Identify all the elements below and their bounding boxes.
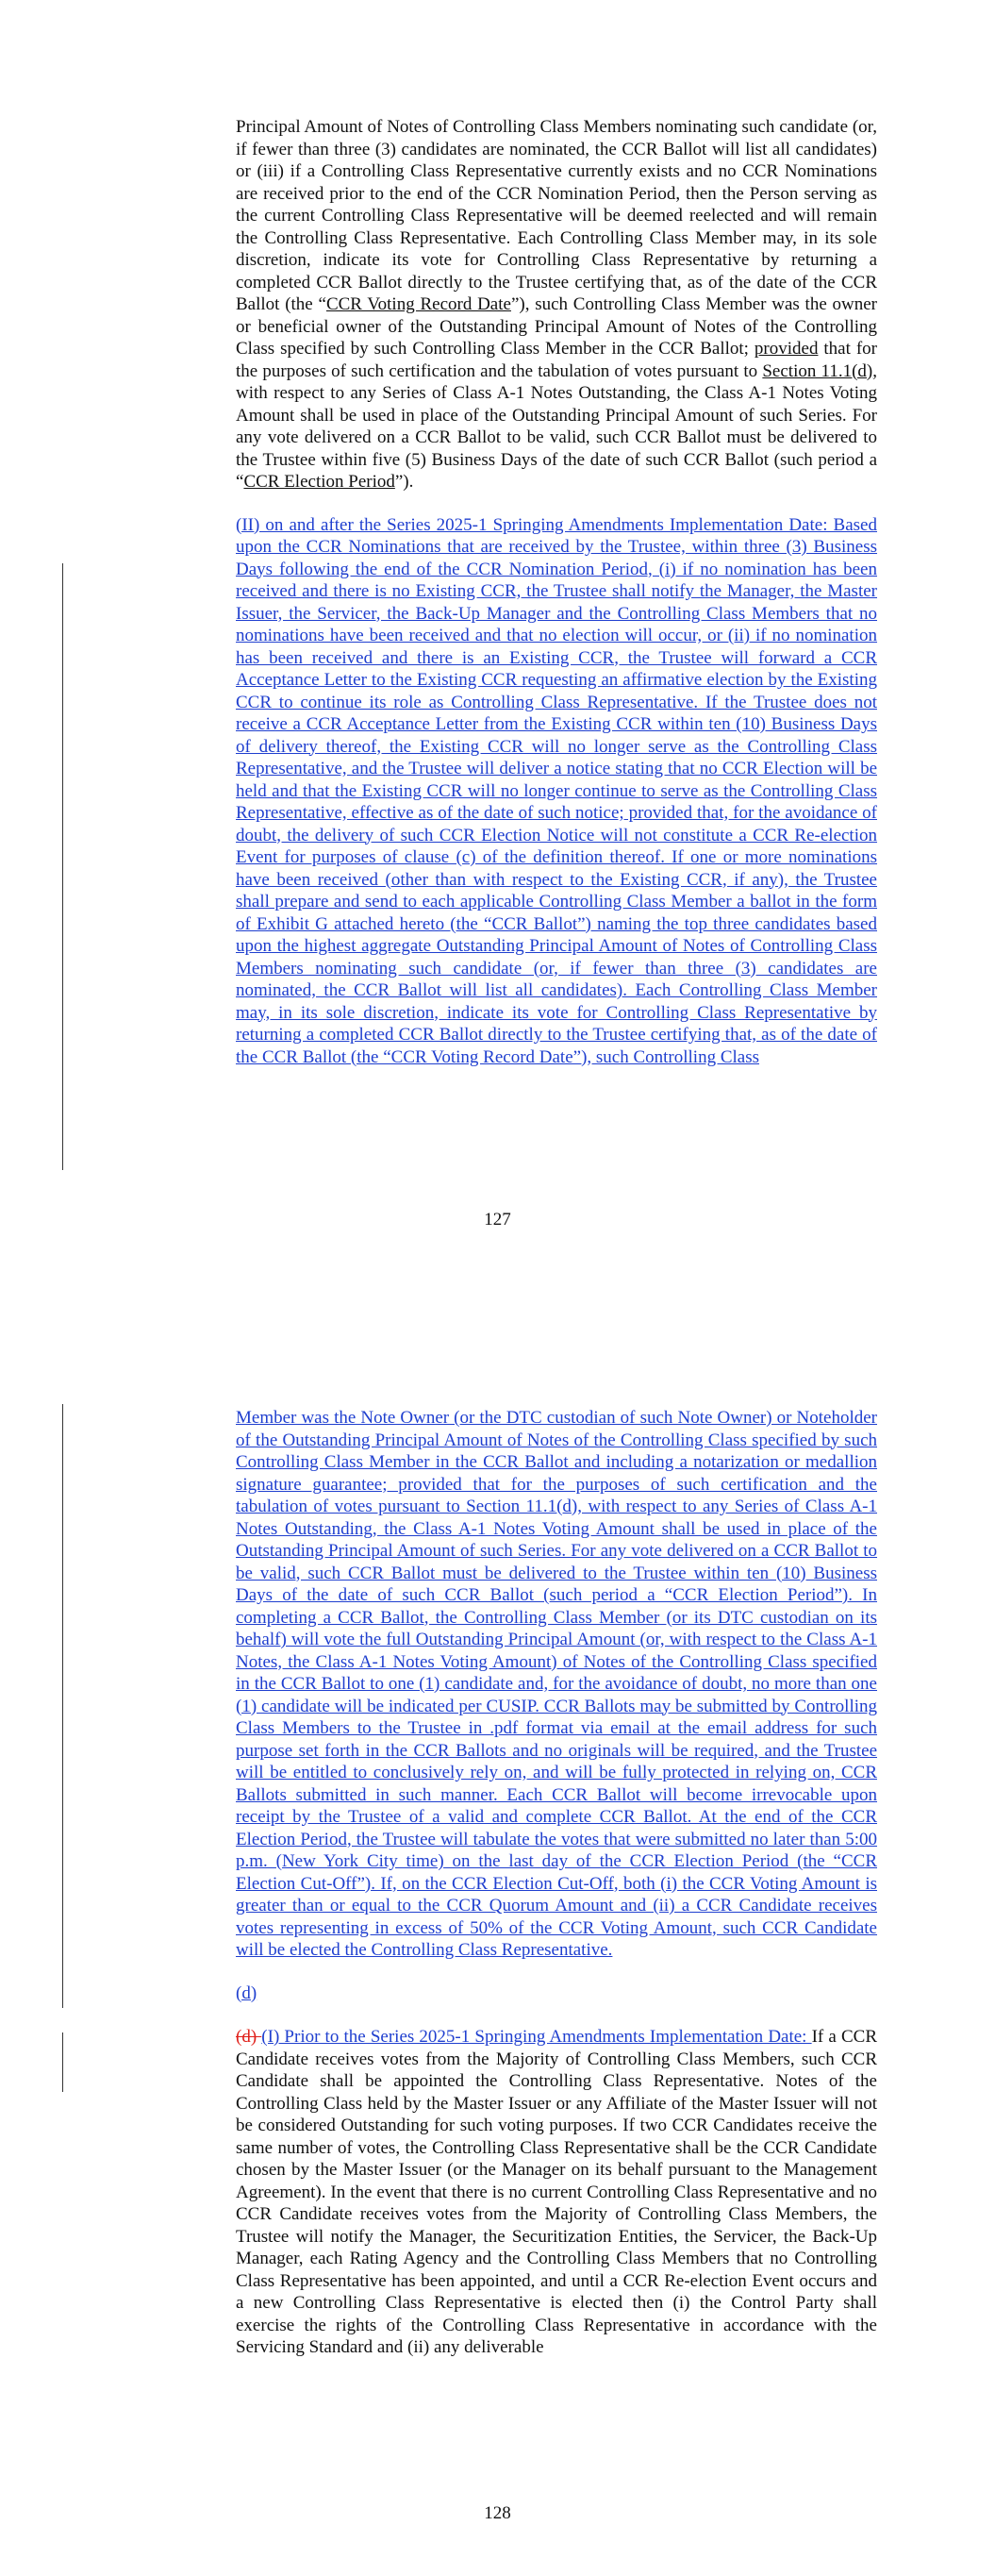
text-run: that for the purposes of such certification and the tabulation of votes pursuant to [236,339,877,381]
page-128-text [236,1407,877,2359]
section-reference: Section 11.1(d) [762,360,873,381]
text-run: ”). [394,472,414,492]
text-run: , with respect to any Series of Class A-1 Notes Outstanding, the Class A-1 Notes Voting Amount shall be used in place of the Outstanding Principal Amount of such Series. For any vote delivered on a CCR Ballot to be valid, such CCR Ballot must be delivered to the Trustee within five (5) Business Days of the date of such CCR Ballot (such period a “ [236,360,877,492]
page-number: 127 [484,1210,511,1229]
paragraph-ccr-ballot-continued [236,116,877,493]
text-run: If a CCR Candidate receives votes from the Majority of Controlling Class Members, such CCR Candidate shall be appointed the Controlling Class Representative. Notes of the Controlling Class held by the Master Issuer or any Affiliate of the Master Issuer will not be considered Outstanding for such voting purposes. If two CCR Candidates receive the same number of votes, the Controlling Class Representative shall be the CCR Candidate chosen by the Master Issuer (or the Manager on its behalf pursuant to the Management Agreement). In the event that there is no current Controlling Class Representative and no CCR Candidate receives votes from the Majority of Controlling Class Members, the Trustee will notify the Manager, the Securitization Entities, the Servicer, the Back-Up Manager, each Rating Agency and the Controlling Class Members that no Controlling Class Representative has been appointed, and until a CCR Re-election Event occurs and a new Controlling Class Representative is elected then (i) the Control Party shall exercise the rights of the Controlling Class Representative in accordance with the Servicing Standard and (ii) any deliverable [236,2027,877,2357]
page-127-text [236,116,877,1068]
paragraph-i-prior [236,2026,877,2359]
text-run: Principal Amount of Notes of Controlling Class Members nominating such candidate (or, if fewer than three (3) candidates are nominated, the CCR Ballot will list all candidates) or (iii) if a Controlling Class Representative currently exists and no CCR Nominations are received prior to the end of the CCR Nomination Period, then the Person serving as the current Controlling Class Representative will be deemed reelected and will remain the Controlling Class Representative. Each Controlling Class Member may, in its sole discretion, indicate its vote for Controlling Class Representative by returning a completed CCR Ballot directly to the Trustee certifying that, as of the date of the CCR Ballot (the “ [236,117,877,314]
deleted-text: (d) [236,2027,262,2047]
page-number: 128 [484,2503,511,2523]
inserted-paragraph-continued: Member was the Note Owner (or the DTC custodian of such Note Owner) or Noteholder of the Outstanding Principal Amount of Notes of the Controlling Class specified by such Controlling Class Member in the CCR Ballot and including a notarization or medallion signature guarantee; provided that for the purposes of such certification and the tabulation of votes pursuant to Section 11.1(d), with respect to any Series of Class A-1 Notes Outstanding, the Class A-1 Notes Voting Amount shall be used in place of the Outstanding Principal Amount of such Series. For any vote delivered on a CCR Ballot to be valid, such CCR Ballot must be delivered to the Trustee within ten (10) Business Days of the date of such CCR Ballot (such period a “CCR Election Period”). In completing a CCR Ballot, the Controlling Class Member (or its DTC custodian on its behalf) will vote the full Outstanding Principal Amount (or, with respect to the Class A-1 Notes, the Class A-1 Notes Voting Amount) of Notes of the Controlling Class specified in the CCR Ballot to one (1) candidate and, for the avoidance of doubt, no more than one (1) candidate will be indicated per CUSIP. CCR Ballots may be submitted by Controlling Class Members to the Trustee in .pdf format via email at the email address for such purpose set forth in the CCR Ballots and no originals will be required, and the Trustee will be entitled to conclusively rely on, and will be fully protected in relying on, CCR Ballots submitted in such manner. Each CCR Ballot will become irrevocable upon receipt by the Trustee of a valid and complete CCR Ballot. At the end of the CCR Election Period, the Trustee will tabulate the votes that were submitted no later than 5:00 p.m. (New York City time) on the last day of the CCR Election Period (the “CCR Election Cut-Off”). If, on the CCR Election Cut-Off, both (i) the CCR Voting Amount is greater than or equal to the CCR Quorum Amount and (ii) a CCR Candidate receives votes representing in excess of 50% of the CCR Voting Amount, such CCR Candidate will be elected the Controlling Class Representative. [236,1408,877,1960]
inserted-clause-d: (d) [236,1982,257,2003]
inserted-text: (I) Prior to the Series 2025-1 Springing Amendments Implementation Date: [261,2027,812,2047]
inserted-paragraph-ii: (II) on and after the Series 2025-1 Springing Amendments Implementation Date: Based upon the CCR Nominations that are received by the Trustee, within three (3) Business Days following the end of the CCR Nomination Period, (i) if no nomination has been received and there is no Existing CCR, the Trustee shall notify the Manager, the Master Issuer, the Servicer, the Back-Up Manager and the Controlling Class Members that no nominations have been received and that no election will occur, or (ii) if no nomination has been received and there is an Existing CCR, the Trustee will forward a CCR Acceptance Letter to the Existing CCR requesting an affirmative election by the Existing CCR to continue its role as Controlling Class Representative. If the Trustee does not receive a CCR Acceptance Letter from the Existing CCR within ten (10) Business Days of delivery thereof, the Existing CCR will no longer serve as the Controlling Class Representative, and the Trustee will deliver a notice stating that no CCR Election will be held and that the Existing CCR will no longer continue to serve as the Controlling Class Representative, effective as of the date of such notice; provided that, for the avoidance of doubt, the delivery of such CCR Election Notice will not constitute a CCR Re-election Event for purposes of clause (c) of the definition thereof. If one or more nominations have been received (other than with respect to the Existing CCR, if any), the Trustee shall prepare and send to each applicable Controlling Class Member a ballot in the form of Exhibit G attached hereto (the “CCR Ballot”) naming the top three candidates based upon the highest aggregate Outstanding Principal Amount of Notes of Controlling Class Members nominating such candidate (or, if fewer than three (3) candidates are nominated, the CCR Ballot will list all candidates). Each Controlling Class Member may, in its sole discretion, indicate its vote for Controlling Class Representative by returning a completed CCR Ballot directly to the Trustee certifying that, as of the date of the CCR Ballot (the “CCR Voting Record Date”), such Controlling Class [236,514,877,1067]
text-run: ”), such Controlling Class Member was the owner or beneficial owner of the Outstanding Principal Amount of Notes of the Controlling Class specified by such Controlling Class Member in the CCR Ballot; [236,294,877,359]
defined-term-ccr-voting-record-date: CCR Voting Record Date [325,294,511,314]
defined-term-ccr-election-period: CCR Election Period [243,472,395,492]
change-bar [62,2032,63,2092]
change-bar [62,1404,63,2008]
page-128 [0,1288,995,2576]
change-bar [62,563,63,1170]
defined-term-provided: provided [754,339,819,359]
